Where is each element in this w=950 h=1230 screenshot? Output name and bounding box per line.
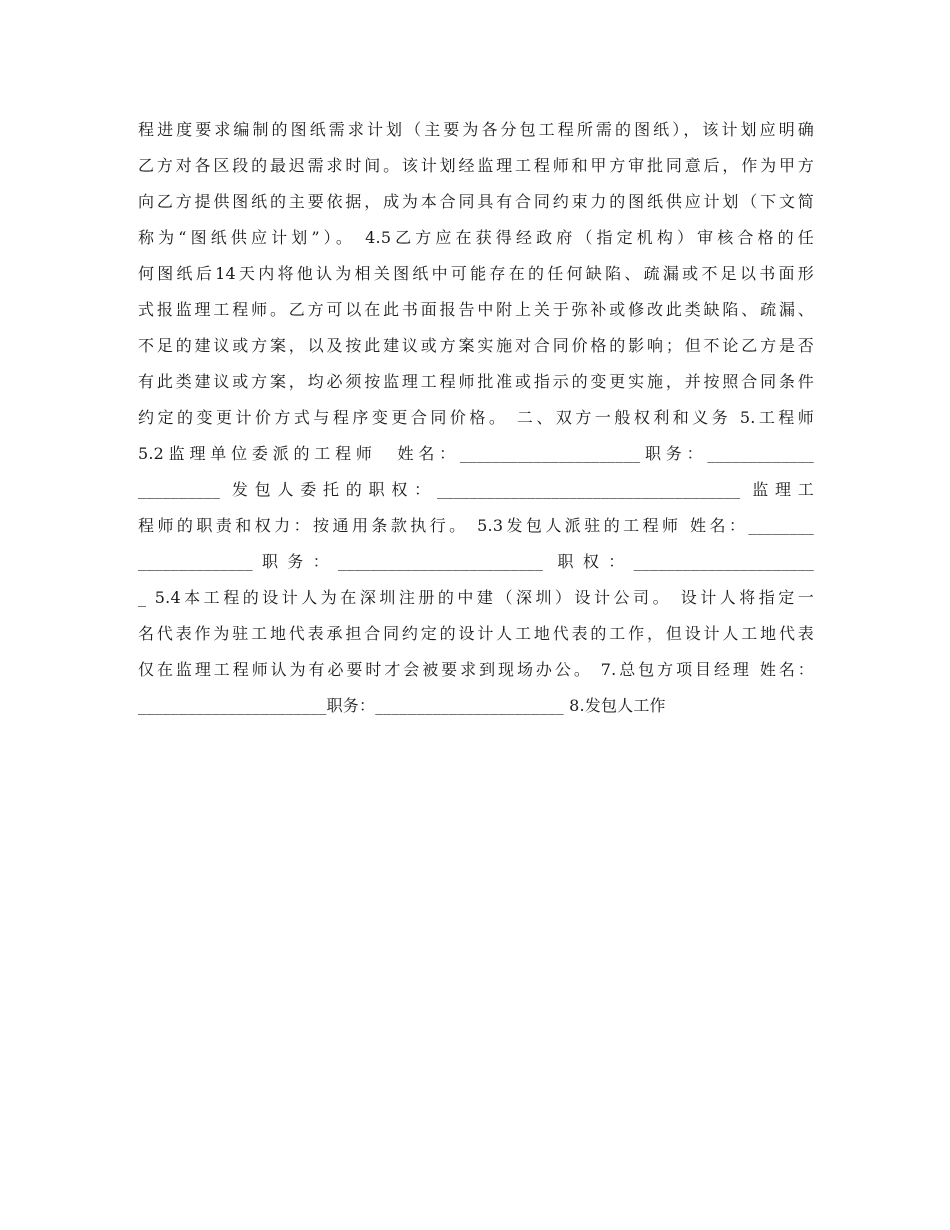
text-line: 向乙方提供图纸的主要依据，成为本合同具有合同约束力的图纸供应计划（下文简 (138, 192, 814, 211)
text-line: _______________________职务：_______________________ 8.发包人工作 (138, 696, 666, 715)
text-line: 5.2监理单位委派的工程师 姓名：______________________职务：_____________ (138, 444, 814, 463)
contract-body-text (138, 112, 814, 724)
text-line: 有此类建议或方案，均必须按监理工程师批准或指示的变更实施，并按照合同条件 (138, 372, 814, 391)
text-line: ______________职务：_________________________ 职权：______________________ (138, 552, 814, 571)
text-line: 程师的职责和权力：按通用条款执行。 5.3发包人派驻的工程师 姓名：________ (138, 516, 814, 535)
text-line: 乙方对各区段的最迟需求时间。该计划经监理工程师和甲方审批同意后，作为甲方 (138, 156, 814, 175)
text-line: 名代表作为驻工地代表承担合同约定的设计人工地代表的工作，但设计人工地代表 (138, 624, 814, 643)
text-line: 不足的建议或方案，以及按此建议或方案实施对合同价格的影响；但不论乙方是否 (138, 336, 814, 355)
text-line: 仅在监理工程师认为有必要时才会被要求到现场办公。 7.总包方项目经理 姓名： (138, 660, 814, 679)
text-line: 程进度要求编制的图纸需求计划（主要为各分包工程所需的图纸），该计划应明确 (138, 120, 814, 139)
text-line: _ 5.4本工程的设计人为在深圳注册的中建（深圳）设计公司。 设计人将指定一 (138, 588, 814, 607)
text-line: __________ 发包人委托的职权：_____________________________________ 监理工 (138, 480, 814, 499)
text-line: 何图纸后14天内将他认为相关图纸中可能存在的任何缺陷、疏漏或不足以书面形 (138, 264, 814, 283)
text-line: 约定的变更计价方式与程序变更合同价格。 二、双方一般权利和义务 5.工程师 (138, 408, 814, 427)
text-line: 称为“图纸供应计划”）。 4.5乙方应在获得经政府（指定机构）审核合格的任 (138, 228, 814, 247)
text-line: 式报监理工程师。乙方可以在此书面报告中附上关于弥补或修改此类缺陷、疏漏、 (138, 300, 814, 319)
